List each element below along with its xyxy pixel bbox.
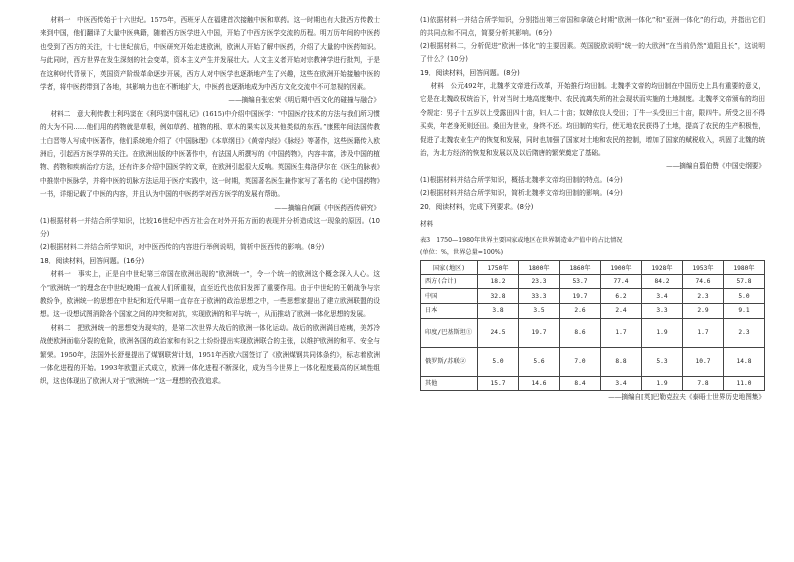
- material-2-source: ——摘编自何颖《中医药西传研究》: [274, 203, 380, 212]
- table-source: ——摘编自[英]巴勒克拉夫《泰晤士世界历史地图集》: [608, 393, 765, 402]
- table-cell: 1.9: [642, 376, 683, 391]
- material-5-source: ——摘编自翦伯赞《中国史纲要》: [666, 162, 765, 171]
- table-cell: 1.9: [642, 318, 683, 347]
- table-header-cell: 1953年: [683, 260, 724, 274]
- table-cell: 日本: [421, 304, 478, 319]
- material-3: [40, 268, 380, 322]
- table-cell: 18.2: [478, 274, 519, 289]
- table-cell: 5.0: [478, 347, 519, 376]
- material-5: [420, 80, 765, 160]
- table-row: [421, 289, 765, 304]
- table-caption: 表3 1750—1980年世界主要国家或地区在世界制造业产值中的占比情况: [420, 236, 623, 244]
- table-cell: 1.7: [683, 318, 724, 347]
- table-cell: 14.6: [519, 376, 560, 391]
- table-unit: (单位：%，世界总量=100%): [420, 248, 504, 256]
- table-cell: 8.8: [601, 347, 642, 376]
- table-header-cell: 1928年: [642, 260, 683, 274]
- question-17-1: (1)根据材料一并结合所学知识，比较16世纪中西方社会在对外开拓方面的表现并分析造成这一现象的原因。(10分): [40, 217, 380, 239]
- table-cell: 74.6: [683, 274, 724, 289]
- table-cell: 2.4: [601, 304, 642, 319]
- table-cell: 9.1: [724, 304, 765, 319]
- table-cell: 中国: [421, 289, 478, 304]
- table-cell: 84.2: [642, 274, 683, 289]
- table-cell: 57.8: [724, 274, 765, 289]
- table-cell: 8.4: [560, 376, 601, 391]
- table-cell: 5.6: [519, 347, 560, 376]
- material-1-source: ——摘编自张宏荣《明后期中西文化的碰撞与融合》: [228, 96, 380, 105]
- right-column: [420, 14, 765, 405]
- question-17-2: (2)根据材料二并结合所学知识，对中医西传的内容进行举例说明，简析中医西传的影响。(8分): [40, 243, 325, 252]
- table-cell: 3.4: [642, 289, 683, 304]
- table-cell: 俄罗斯/苏联②: [421, 347, 478, 376]
- table-cell: 33.3: [519, 289, 560, 304]
- table-header-cell: 1750年: [478, 260, 519, 274]
- table-cell: 8.6: [560, 318, 601, 347]
- material-1: [40, 14, 380, 94]
- material-1-text: 材料一 中医西传始于十六世纪。1575年，西班牙人在福建首次接触中医和草药。这一时期也有大批西方传教士来到中国，他们翻译了大量中医典籍，随着西方医学进入中国，开始了中西方医学交流的历程。明万历年间的中医药也受到了西方的关注，十七世纪前后，中医研究开始走进欧洲，欧洲人开始了解中医药，介绍了大量的中医药知识。与此同时，西方世界在发生深刻的社会变革，资本主义产生并发展壮大。人文主义者开始对宗教神学进行批判，于是在这种时代背景下，英国资产阶级革命逐步开展，西方人对中医学也逐渐地产生了兴趣，这些在欧洲开始接触中医的学者，将中医药带到了各地，其影响力也在不断地扩大，中医药也逐渐地成为中西方文化交流中不可忽视的因素。: [40, 16, 380, 92]
- left-column: [40, 14, 380, 389]
- table-cell: 3.5: [519, 304, 560, 319]
- table-cell: 53.7: [560, 274, 601, 289]
- table-cell: 5.0: [724, 289, 765, 304]
- table-cell: 1.7: [601, 318, 642, 347]
- question-18-1: (1)依据材料一并结合所学知识，分别指出第三帝国和拿破仑时期“欧洲一体化”和“亚洲一体化”的行动，并指出它们的共同点和不同点，简要分析其影响。(6分): [420, 16, 765, 37]
- question-18-heading: 18．阅读材料，回答问题。(16分): [40, 257, 145, 266]
- table-header-cell: 1800年: [519, 260, 560, 274]
- table-cell: 19.7: [560, 289, 601, 304]
- table-cell: 23.3: [519, 274, 560, 289]
- material-3-text: 材料一 事实上，正是自中世纪第三帝国在欧洲出现的“欧洲统一”，令一个统一的欧洲这个概念深入人心。这个“欧洲统一”的理念在中世纪晚期一直被人们所重视，直至近代也依旧发挥了重要作用。由于中世纪的王朝战争与宗教纷争，欧洲统一的思想在中世纪和近代早期一直存在于欧洲的政治思想之中，一些思想家提出了建立欧洲联盟的设想。这一设想试图消除各个国家之间的冲突和对抗，实现欧洲的和平与统一，从而推动了欧洲一体化思想的发展。: [40, 270, 380, 319]
- table-cell: 24.5: [478, 318, 519, 347]
- material-2-text: 材料二 意大利传教士利玛窦在《利玛窦中国札记》(1615)中介绍中国医学：“中国医疗技术的方法与我们所习惯的大为不同……他们用的药物就是草根，例如草药、植物的根、草木的果实以及其他类似的东西。”康熙年间法国传教士白晋等人写成中医著作，他们系统地介绍了《中国脉理》《本草纲目》《黄帝内经》《脉经》等著作，这些医籍传入欧洲后，引起西方医学界的关注。在欧洲出版的中医著作中，有法国人所撰写的《中国药物》，内容丰富，涉及中国的植物、药物和疾病治疗方法，还有许多介绍中国医学的文章，在欧洲引起很大反响。英国医生弗洛伊尔在《医生的脉表》中推崇中医脉学，并将中医的切脉方法运用于医疗实践中，这一时期，英国著名医生兼作家写了著名的《论中国药物》一书，详细记载了中医的内容，并且认为中国的中医药学对西方医学的发展有帮助。: [40, 109, 380, 199]
- table-row: [421, 347, 765, 376]
- table-cell: 5.3: [642, 347, 683, 376]
- question-20-heading: 20．阅读材料，完成下列要求。(8分): [420, 202, 534, 211]
- table-cell: 14.8: [724, 347, 765, 376]
- table-cell: 西方(合计): [421, 274, 478, 289]
- table-row: [421, 376, 765, 391]
- table-cell: 3.3: [642, 304, 683, 319]
- table-cell: 19.7: [519, 318, 560, 347]
- table-cell: 印度/巴基斯坦①: [421, 318, 478, 347]
- table-cell: 10.7: [683, 347, 724, 376]
- table-cell: 32.8: [478, 289, 519, 304]
- manufacturing-share-table: [420, 260, 765, 391]
- material-2: [40, 108, 380, 202]
- table-cell: 6.2: [601, 289, 642, 304]
- table-cell: 3.4: [601, 376, 642, 391]
- table-cell: 7.8: [683, 376, 724, 391]
- table-cell: 其他: [421, 376, 478, 391]
- question-19-heading: 19．阅读材料，回答问题。(8分): [420, 69, 520, 77]
- table-cell: 15.7: [478, 376, 519, 391]
- material-4: [40, 322, 380, 389]
- table-cell: 2.3: [724, 318, 765, 347]
- table-row: [421, 304, 765, 319]
- table-header-cell: 1860年: [560, 260, 601, 274]
- material-4-text: 材料二 把欧洲统一的思想变为现实的，是第二次世界大战后的欧洲一体化运动。战后的欧洲满目疮痍，美苏冷战使欧洲面临分裂的危险，欧洲各国的政治家和有识之士纷纷提出实现欧洲联合的主张，以维护欧洲的和平、安全与繁荣。1950年，法国外长舒曼提出了煤钢联营计划，1951年西欧六国签订了《欧洲煤钢共同体条约》，标志着欧洲一体化进程的开始。1993年欧盟正式成立，欧洲一体化进程不断深化，成为当今世界上一体化程度最高的区域性组织，这也体现出了欧洲人对于“欧洲统一”这一理想的孜孜追求。: [40, 323, 380, 386]
- table-cell: 77.4: [601, 274, 642, 289]
- question-19-2: (2)根据材料并结合所学知识，简析北魏孝文帝均田制的影响。(4分): [420, 188, 623, 197]
- table-header-cell: 1900年: [601, 260, 642, 274]
- material-label: 材料: [420, 219, 434, 228]
- table-row: [421, 318, 765, 347]
- table-row: [421, 274, 765, 289]
- table-header-cell: 1980年: [724, 260, 765, 274]
- question-18-2: (2)根据材料二，分析促进“欧洲一体化”的主要因素。英国脱欧说明“统一的大欧洲”在当前仍然“道阻且长”，这说明了什么？(10分): [420, 42, 765, 63]
- table-cell: 2.6: [560, 304, 601, 319]
- table-cell: 3.8: [478, 304, 519, 319]
- table-cell: 2.3: [683, 289, 724, 304]
- table-cell: 2.9: [683, 304, 724, 319]
- table-header-cell: 国家(地区): [421, 260, 478, 274]
- material-5-text: 材料 公元492年，北魏孝文帝进行改革，开始推行均田制。北魏孝文帝的均田制在中国历史上具有重要的意义，它是在北魏政权统治下，针对当时土地高度集中、农民流离失所的社会现状而实施的土地制度。北魏孝文帝颁布的均田令规定：男子十五岁以上受露田四十亩，妇人二十亩；奴婢依良人受田；丁牛一头受田三十亩，限四牛。所受之田不得买卖，年老身死则还田。桑田为世业，身终不还。均田制的实行，使无地农民获得了土地，提高了农民的生产积极性，促进了北魏农业生产的恢复和发展，同时也加强了国家对土地和农民的控制，增加了国家的赋税收入，巩固了北魏的统治，为北方经济的恢复和发展以及以后隋唐的繁荣奠定了基础。: [420, 82, 765, 158]
- question-19-1: (1)根据材料并结合所学知识，概括北魏孝文帝均田制的特点。(4分): [420, 175, 623, 184]
- table-cell: 7.0: [560, 347, 601, 376]
- table-header-row: [421, 260, 765, 274]
- table-cell: 11.0: [724, 376, 765, 391]
